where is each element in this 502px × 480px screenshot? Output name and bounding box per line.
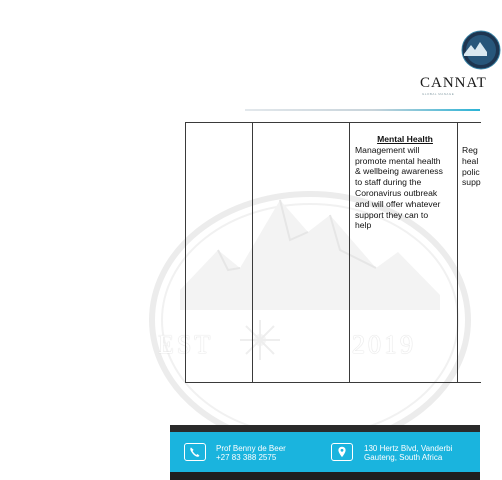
phone-icon [184, 443, 206, 461]
cell-body-text: Management will promote mental health & wellbeing awareness to staff during the Coronavirus outbreak and will offer whatever support they can to help [355, 144, 443, 231]
table-column-divider [349, 123, 350, 382]
footer-contact-phone: +27 83 388 2575 [216, 453, 277, 462]
header [0, 0, 487, 110]
watermark-est-text: EST [158, 330, 214, 359]
footer-top-strip [170, 425, 480, 432]
policy-table [185, 122, 481, 383]
logo-wordmark: CANNAT [420, 75, 487, 91]
watermark-year-text: 2019 [352, 330, 416, 359]
logo-emblem-icon [461, 30, 487, 75]
cell-heading: Mental Health [377, 134, 433, 144]
footer-address-line1: 130 Hertz Blvd, Vanderbi [364, 444, 453, 453]
table-column-divider [457, 123, 458, 382]
footer-bottom-strip [170, 472, 480, 480]
map-pin-icon [331, 443, 353, 461]
logo-tagline: GLOBAL MANAGE [422, 92, 455, 96]
header-divider [245, 109, 480, 111]
footer-address-line2: Gauteng, South Africa [364, 453, 443, 462]
table-column-divider [252, 123, 253, 382]
table-cell-truncated: Reg heal polic supp [462, 145, 481, 188]
table-cell-mental-health [355, 134, 455, 231]
footer-contact-name: Prof Benny de Beer [216, 444, 286, 453]
